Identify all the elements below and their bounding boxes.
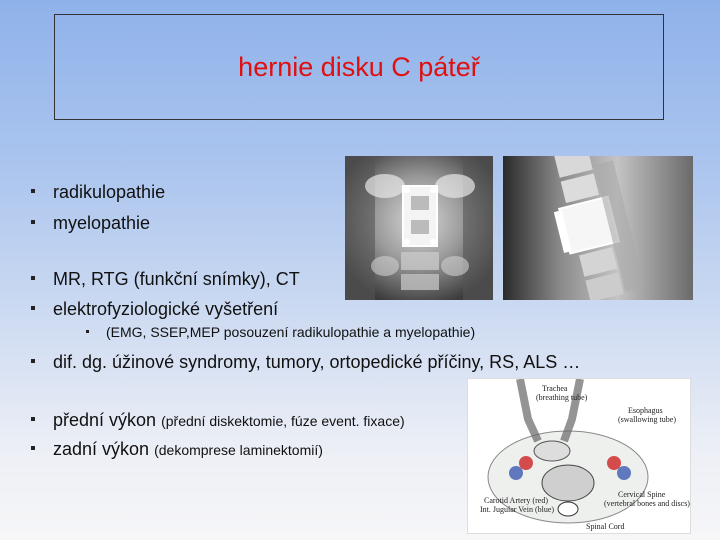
bullet-dot (31, 220, 35, 224)
bullet-electrophysiology (31, 300, 278, 318)
label-carotid: Carotid Artery (red) (484, 496, 548, 505)
bullet-text: dif. dg. úžinové syndromy, tumory, ortopedické příčiny, RS, ALS … (53, 352, 581, 372)
bullet-myelopathy (31, 214, 150, 232)
carotid-artery-mark (519, 456, 533, 470)
label-cervical-spine-sub: (vertebral bones and discs) (604, 499, 690, 508)
bullet-anterior-approach (31, 411, 405, 429)
bullet-text: elektrofyziologické vyšetření (53, 299, 279, 319)
sub-bullet-emg (86, 325, 475, 339)
bullet-dot (31, 446, 35, 450)
bullet-dot (31, 306, 35, 310)
bullet-dot (31, 276, 35, 280)
bullet-text: myelopathie (53, 213, 151, 233)
label-trachea: Trachea (542, 384, 568, 393)
bullet-imaging (31, 270, 300, 288)
title-box (54, 14, 664, 120)
jugular-vein-mark (617, 466, 631, 480)
slide-title: hernie disku C páteř (238, 51, 480, 82)
label-spinal-cord: Spinal Cord (586, 522, 625, 531)
label-cervical-spine: Cervical Spine (618, 490, 666, 499)
bullet-dot (86, 330, 89, 333)
neck-cross-section-diagram (467, 378, 691, 534)
bullet-note: (dekomprese laminektomií) (154, 442, 323, 458)
xray-ap-image (345, 156, 493, 300)
bullet-note: (přední diskektomie, fúze event. fixace) (161, 413, 405, 429)
bullet-dot (31, 417, 35, 421)
bullet-text: přední výkon (53, 410, 157, 430)
label-esophagus-sub: (swallowing tube) (618, 415, 676, 424)
jugular-vein-mark (509, 466, 523, 480)
label-trachea-sub: (breathing tube) (536, 393, 588, 402)
bullet-text: radikulopathie (53, 182, 166, 202)
bullet-radiculopathy (31, 183, 165, 201)
label-jugular: Int. Jugular Vein (blue) (480, 505, 555, 514)
bullet-text: (EMG, SSEP,MEP posouzení radikulopathie a myelopathie) (106, 324, 476, 340)
bullet-posterior-approach (31, 440, 323, 458)
bullet-differential (31, 353, 580, 371)
bullet-text: zadní výkon (53, 439, 150, 459)
bullet-dot (31, 189, 35, 193)
xray-lateral-image (503, 156, 693, 300)
bullet-dot (31, 359, 35, 363)
carotid-artery-mark (607, 456, 621, 470)
bullet-text: MR, RTG (funkční snímky), CT (53, 269, 300, 289)
label-esophagus: Esophagus (628, 406, 663, 415)
